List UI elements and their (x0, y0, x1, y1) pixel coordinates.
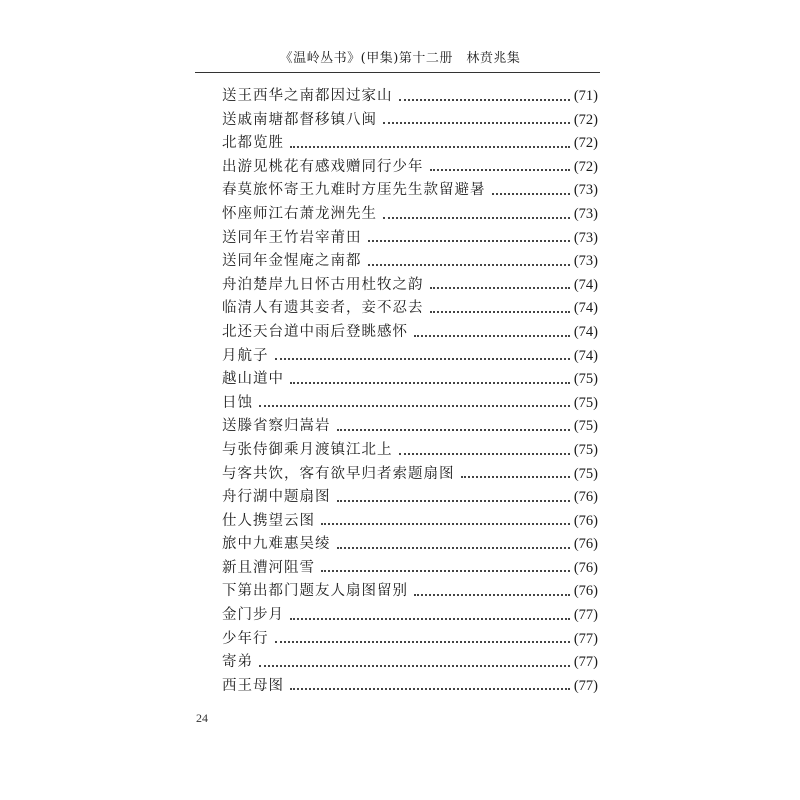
entry-page-number: (75) (573, 418, 598, 435)
entry-title: 日蚀 (222, 394, 253, 411)
toc-entry (222, 179, 598, 203)
dot-leader (337, 547, 570, 549)
dot-leader (430, 169, 570, 171)
entry-title: 舟泊楚岸九日怀古用杜牧之韵 (222, 276, 424, 293)
entry-title: 旅中九难惠吴绫 (222, 536, 331, 553)
dot-leader (337, 429, 570, 431)
toc-entry (222, 227, 598, 251)
toc-entry (222, 486, 598, 510)
entry-page-number: (75) (573, 465, 598, 482)
entry-title: 怀座师江右萧龙洲先生 (222, 205, 377, 222)
toc-entry (222, 203, 598, 227)
toc-entry (222, 392, 598, 416)
dot-leader (368, 240, 570, 242)
entry-title: 送滕省察归嵩岩 (222, 418, 331, 435)
toc-entry (222, 109, 598, 133)
entry-page-number: (73) (573, 205, 598, 222)
entry-title: 舟行湖中题扇图 (222, 489, 331, 506)
toc-entry (222, 297, 598, 321)
header-rule (195, 72, 600, 73)
dot-leader (492, 193, 570, 195)
toc-entry (222, 345, 598, 369)
entry-page-number: (73) (573, 182, 598, 199)
toc-entry (222, 580, 598, 604)
entry-title: 西王母图 (222, 677, 284, 694)
entry-title: 与张侍御乘月渡镇江北上 (222, 441, 393, 458)
dot-leader (430, 287, 570, 289)
entry-title: 仕人携望云图 (222, 512, 315, 529)
entry-page-number: (71) (573, 88, 598, 104)
dot-leader (259, 405, 570, 407)
entry-page-number: (77) (573, 654, 598, 671)
entry-page-number: (75) (573, 371, 598, 388)
entry-page-number: (72) (573, 111, 598, 128)
entry-page-number: (72) (573, 135, 598, 152)
dot-leader (290, 618, 570, 620)
toc-entry (222, 250, 598, 274)
entry-page-number: (74) (573, 276, 598, 293)
entry-page-number: (76) (573, 512, 598, 529)
toc-entry (222, 651, 598, 675)
entry-title: 北还天台道中雨后登眺感怀 (222, 323, 408, 340)
dot-leader (259, 665, 570, 667)
toc-entry (222, 439, 598, 463)
toc-entry (222, 85, 598, 109)
dot-leader (399, 453, 570, 455)
entry-page-number: (74) (573, 347, 598, 364)
entry-title: 送戚南塘都督移镇八闽 (222, 111, 377, 128)
dot-leader (383, 122, 570, 124)
entry-page-number: (76) (573, 536, 598, 553)
entry-page-number: (74) (573, 300, 598, 317)
entry-title: 越山道中 (222, 371, 284, 388)
entry-page-number: (73) (573, 229, 598, 246)
dot-leader (368, 264, 570, 266)
entry-page-number: (77) (573, 630, 598, 647)
dot-leader (321, 570, 570, 572)
dot-leader (290, 146, 570, 148)
entry-title: 少年行 (222, 630, 269, 647)
running-header: 《温岭丛书》(甲集)第十二册 林贲兆集 (279, 51, 521, 66)
toc-entry (222, 557, 598, 581)
entry-title: 临清人有遗其妾者，妾不忍去 (222, 300, 424, 317)
dot-leader (383, 217, 570, 219)
entry-title: 新且漕河阻雪 (222, 559, 315, 576)
toc-entry (222, 415, 598, 439)
entry-title: 与客共饮，客有欲早归者索题扇图 (222, 465, 455, 482)
entry-title: 送王西华之南都因过家山 (222, 88, 393, 104)
dot-leader (337, 500, 570, 502)
toc-entry (222, 510, 598, 534)
entry-page-number: (75) (573, 394, 598, 411)
toc-entry (222, 628, 598, 652)
entry-page-number: (73) (573, 253, 598, 270)
toc-entry (222, 368, 598, 392)
toc-entry (222, 321, 598, 345)
page-number: 24 (196, 711, 208, 725)
dot-leader (275, 358, 570, 360)
toc-entry (222, 604, 598, 628)
toc-entry (222, 274, 598, 298)
entry-title: 春莫旅怀寄王九难时方厓先生款留避暑 (222, 182, 486, 199)
entry-title: 送同年金惺庵之南都 (222, 253, 362, 270)
toc-entry (222, 675, 598, 699)
dot-leader (290, 382, 570, 384)
dot-leader (399, 99, 570, 101)
entry-title: 下第出都门题友人扇图留别 (222, 583, 408, 600)
toc-entry (222, 132, 598, 156)
entry-title: 金门步月 (222, 607, 284, 624)
entry-page-number: (76) (573, 489, 598, 506)
dot-leader (430, 311, 570, 313)
entry-page-number: (74) (573, 323, 598, 340)
entry-title: 北都览胜 (222, 135, 284, 152)
entry-title: 月航子 (222, 347, 269, 364)
dot-leader (414, 594, 570, 596)
entry-page-number: (77) (573, 607, 598, 624)
entry-title: 送同年王竹岩宰莆田 (222, 229, 362, 246)
toc-entry (222, 463, 598, 487)
dot-leader (290, 688, 570, 690)
entry-page-number: (77) (573, 677, 598, 694)
dot-leader (414, 335, 570, 337)
entry-page-number: (75) (573, 441, 598, 458)
entry-page-number: (76) (573, 559, 598, 576)
entry-page-number: (72) (573, 158, 598, 175)
entry-title: 寄弟 (222, 654, 253, 671)
table-of-contents (222, 85, 598, 698)
toc-entry (222, 533, 598, 557)
dot-leader (321, 523, 570, 525)
dot-leader (461, 476, 570, 478)
entry-page-number: (76) (573, 583, 598, 600)
toc-entry (222, 156, 598, 180)
entry-title: 出游见桃花有感戏赠同行少年 (222, 158, 424, 175)
dot-leader (275, 641, 570, 643)
